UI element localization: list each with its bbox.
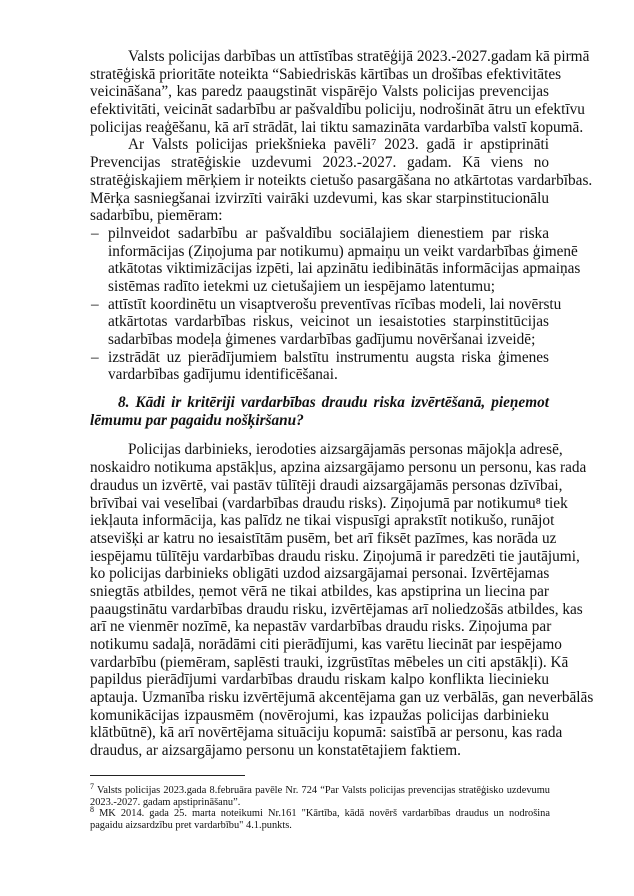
text-line: policijas reaģēšanu, kā arī strādāt, lai tiktu samazināta vardarbība valstī kopumā. [90,118,584,136]
dash-bullet-icon: – [91,224,99,242]
text-line: notikumu sadaļā, norādāmi citi pierādījumi, kas varētu liecināt par iespējamo [90,636,562,653]
text-line: Valsts policijas darbības un attīstības stratēģijā 2023.-2027.gadam kā pirmā [128,48,590,65]
text-line: sadarbības modeļa ģimenes vardarbības gadījumu novēršanai izveidē; [108,331,536,348]
text-line: stratēģiskā prioritāte noteikta “Sabiedriskās kārtības un drošības efektivitātes [90,65,562,83]
footnote-text: Valsts policijas 2023.gada 8.februāra pavēle Nr. 724 “Par Valsts policijas prevencijas stratēģisko uzdevumu 2023.-2027. gadam apstiprināšanu”. [90,785,550,808]
text-line: efektivitāti, veicināt sadarbību ar pašvaldību policiju, nodrošināt ātru un efektīvu [90,101,585,119]
footnote-mark: 7 [90,782,94,791]
text-line: noskaidro notikuma apstākļus, apzina aizsargājamo personu un personu, kas rada [90,459,587,477]
text-line: iespējamu tūlītēju vardarbības draudu risku. Ziņojumā ir paredzēti tie jautājumi, [90,547,580,565]
paragraph-strategy [90,48,590,136]
text-line: pilnveidot sadarbību ar pašvaldību sociālajiem dienestiem par riska [108,224,549,242]
text-line: atkārtotas vardarbības riskus, veicinot un iesaistoties starpinstitūcijas [108,313,549,331]
text-line: aptauja. Uzmanība risku izvērtējumā akcentējama gan uz verbālās, gan neverbālās [90,689,594,707]
text-line: draudus un izvērtē, vai pastāv tūlītēji draudi aizsargājamās personas dzīvībai, [90,476,563,494]
dash-bullet-icon: – [91,295,99,313]
text-line: paaugstinātu vardarbības draudu risku, izvērtējamas arī noliedzošās atbildes, kas [90,600,583,618]
text-line: iekļauta informācija, kas palīdz ne tikai vispusīgi aprakstīt notikušo, runājot [90,512,555,530]
text-line: veicināšana”, kas paredz paaugstināt vispārējo Valsts policijas prevencijas [90,83,549,101]
text-line: Ar Valsts policijas priekšnieka pavēli⁷ 2023. gadā ir apstiprināti [128,136,549,154]
text-line: stratēģiskajiem mērķiem ir noteikts cietušo pasargāšana no atkārtotas vardarbības. [90,171,593,189]
task-list [90,224,581,384]
text-line: atsevišķi ar katru no iesaistītām pusēm, bet arī fiksēt pazīmes, kas norāda uz [90,529,557,547]
list-item [90,349,549,384]
paragraph-risk-assessment [90,441,594,760]
text-line: sniegtās atbildes, ņemot vērā ne tikai atbildes, kas apstiprina un liecina par [90,582,549,600]
text-line: sistēmas radīto ietekmi uz cietušajiem un iespējamo latentumu; [108,277,495,295]
list-item [90,295,562,349]
text-line: sadarbību, piemēram: [90,207,223,225]
footnote-text: MK 2014. gada 25. marta noteikumi Nr.161 "Kārtība, kādā novērš vardarbības draudus un nodrošina pagaidu aizsardzību pret vardarbību" 4.1.punkts. [90,808,550,831]
text-line: Policijas darbinieks, ierodoties aizsargājamās personas mājokļa adresē, [128,441,563,459]
text-line: Mērķa sasniegšanai izvirzīti vairāki uzdevumi, kas skar starpinstitucionālu [90,189,549,207]
heading-line: 8. Kādi ir kritēriji vardarbības draudu riska izvērtēšanā, pieņemot [118,394,549,412]
text-line: informācijas (Ziņojuma par notikumu) apmaiņu un veikt vardarbības ģimenē [108,242,578,260]
text-line: ko policijas darbinieks obligāti uzdod aizsargājamai personai. Izvērtējamas [90,565,550,583]
text-line: klātbūtnē), kā arī novērtējama situāciju kopumā: saistībā ar personu, kas rada [90,724,563,742]
section-heading-8 [90,394,549,429]
text-line: draudus, ar aizsargājamo personu un konstatētajiem faktiem. [90,742,461,760]
paragraph-prevention-tasks [90,136,593,225]
text-line: attīstīt koordinētu un visaptverošu preventīvas rīcības modeli, lai novērstu [108,295,562,313]
dash-bullet-icon: – [91,348,99,366]
footnote-mark: 8 [90,805,94,815]
text-line: papildus pierādījumi vardarbības draudu riskam kalpo konflikta liecinieku [90,671,549,689]
footnotes [90,782,550,831]
document-body [90,48,594,760]
text-line: Prevencijas stratēģiskie uzdevumi 2023.-2027. gadam. Kā viens no [90,154,549,172]
text-line: vardarbības gadījumu identificēšanai. [108,366,338,384]
footnote-separator [90,775,245,776]
text-line: izstrādāt uz pierādījumiem balstītu instrumentu augsta riska ģimenes [108,348,549,366]
text-line: brīvībai vai veselībai (vardarbības draudu risks). Ziņojumā par notikumu⁸ tiek [90,494,568,512]
footnote-8 [90,805,550,831]
text-line: komunikācijas izpausmēm (novērojumi, kas izpaužas policijas darbinieku [90,706,549,724]
text-line: vardarbību (piemēram, saplēsti trauki, izgrūstītas mēbeles un citi apstākļi). Kā [90,653,569,671]
heading-line: lēmumu par pagaidu nošķiršanu? [90,411,304,429]
text-line: arī ne vienmēr nozīmē, ka nepastāv vardarbības draudu risks. Ziņojuma par [90,618,552,636]
text-line: atkātotas viktimizācijas izpēti, lai apzinātu iedibinātās informācijas apmaiņas [108,260,581,278]
list-item [90,224,581,296]
footnote-7 [90,782,550,808]
